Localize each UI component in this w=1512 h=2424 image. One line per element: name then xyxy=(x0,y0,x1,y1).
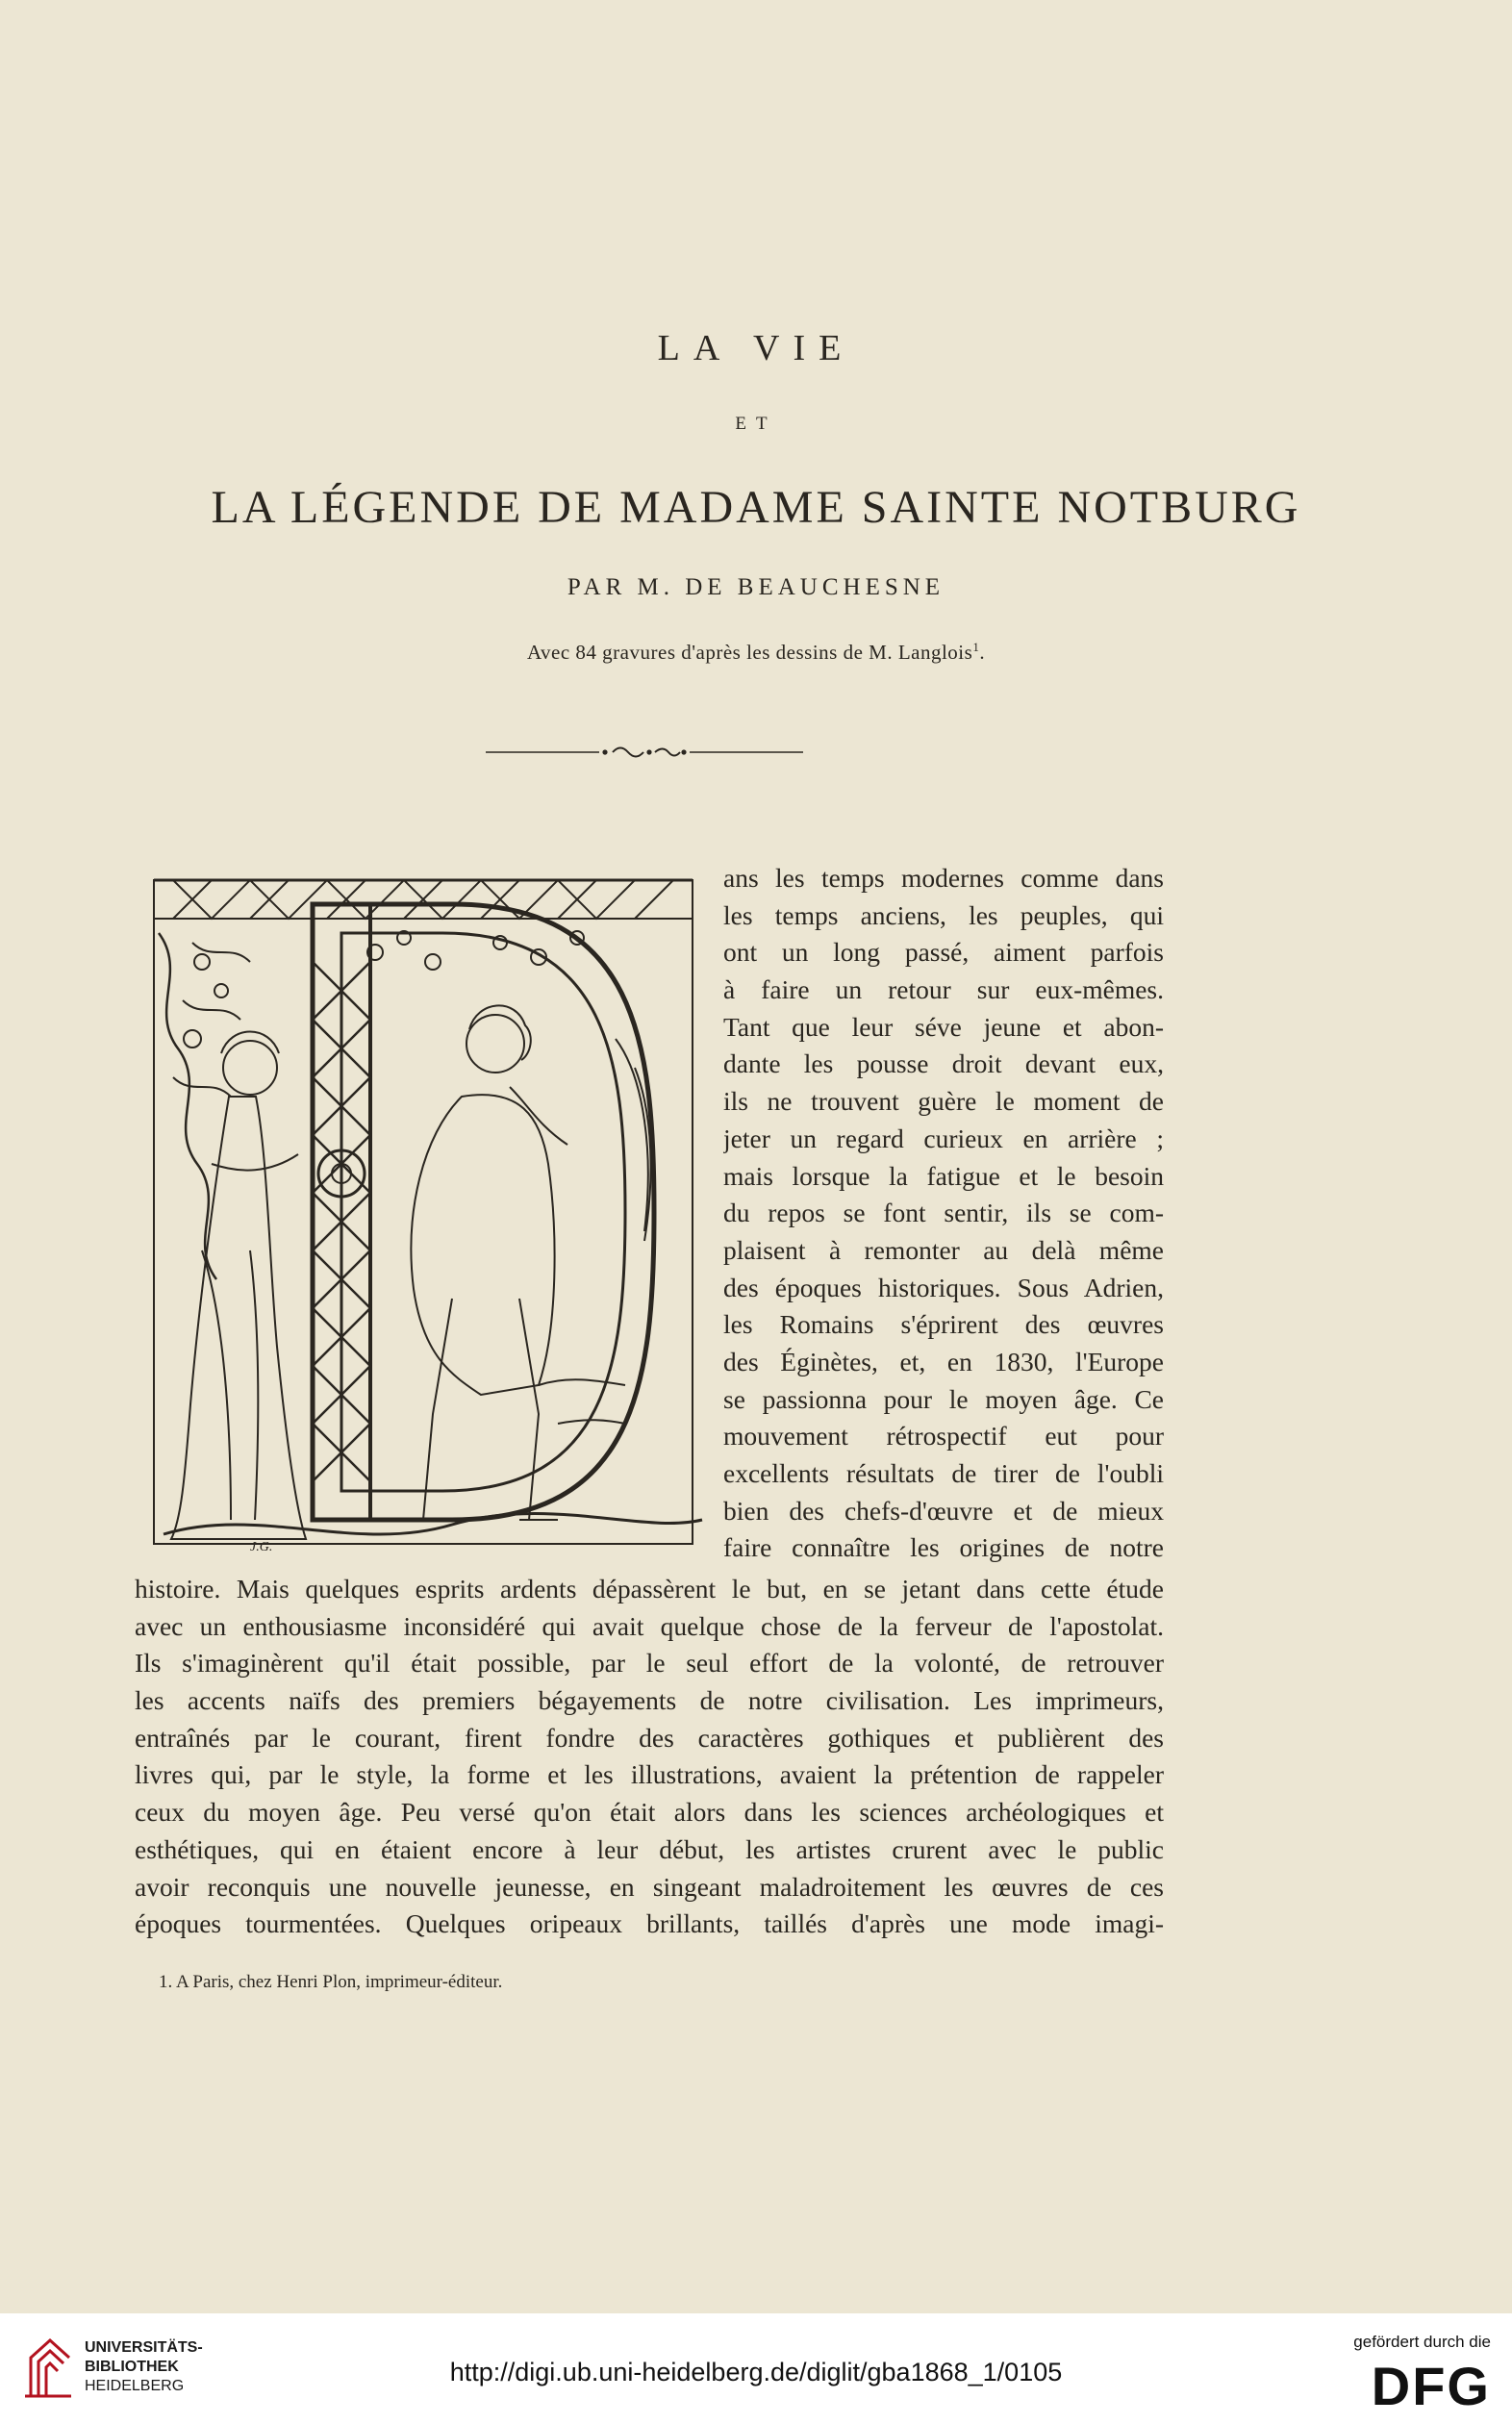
source-url-link[interactable]: http://digi.ub.uni-heidelberg.de/diglit/gba1868_1/0105 xyxy=(449,2358,1063,2386)
footer-bar xyxy=(0,2313,1512,2424)
title-line-1: LA VIE xyxy=(657,328,855,368)
text-line: ils ne trouvent guère le moment de xyxy=(723,1086,1164,1117)
text-line: jeter un regard curieux en arrière ; xyxy=(723,1123,1164,1153)
text-line: faire connaître les origines de notre xyxy=(723,1532,1164,1563)
text-line: ans les temps modernes comme dans xyxy=(723,863,1164,893)
text-line: avec un enthousiasme inconsidéré qui avait quelque chose de la ferveur de l'apostolat. xyxy=(135,1610,1164,1641)
text-line: des époques historiques. Sous Adrien, xyxy=(723,1272,1164,1302)
footnote-ref: 1 xyxy=(972,640,980,654)
subtitle-line: Avec 84 gravures d'après les dessins de M. Langlois$^1$. xyxy=(526,640,986,664)
text-line: Ils s'imaginèrent qu'il était possible, par le seul effort de la volonté, de retrouver xyxy=(135,1648,1164,1679)
text-line: les temps anciens, les peuples, qui xyxy=(723,899,1164,930)
illustrated-initial-d-icon xyxy=(135,846,712,1558)
text-line: des Éginètes, et, en 1830, l'Europe xyxy=(723,1346,1164,1376)
text-line: les accents naïfs des premiers bégayements de notre civilisation. Les imprimeurs, xyxy=(135,1685,1164,1716)
text-line: esthétiques, qui en étaient encore à leur début, les artistes crurent avec le public xyxy=(135,1833,1164,1864)
author-line: PAR M. DE BEAUCHESNE xyxy=(567,574,945,600)
text-line: époques tourmentées. Quelques oripeaux brillants, taillés d'après une mode imagi- xyxy=(135,1908,1164,1939)
text-line: les Romains s'éprirent des œuvres xyxy=(723,1309,1164,1340)
drop-cap-column xyxy=(723,860,1164,1567)
text-line: ont un long passé, aiment parfois xyxy=(723,937,1164,968)
text-line: mouvement rétrospectif eut pour xyxy=(723,1421,1164,1452)
text-line: mais lorsque la fatigue et le besoin xyxy=(723,1160,1164,1191)
library-line-3: HEIDELBERG xyxy=(85,2378,185,2394)
library-line-2: BIBLIOTHEK xyxy=(85,2359,179,2375)
page-title: LA LÉGENDE DE MADAME SAINTE NOTBURG xyxy=(211,482,1301,533)
subtitle-text: Avec 84 gravures d'après les dessins de M. Langlois xyxy=(526,641,973,664)
funded-by-caption: gefördert durch die xyxy=(1353,2333,1491,2351)
library-line-1: UNIVERSITÄTS- xyxy=(85,2339,203,2356)
text-line: à faire un retour sur eux-mêmes. xyxy=(723,974,1164,1005)
text-line: Tant que leur séve jeune et abon- xyxy=(723,1011,1164,1042)
text-line: excellents résultats de tirer de l'oubli xyxy=(723,1458,1164,1488)
text-line: bien des chefs-d'œuvre et de mieux xyxy=(723,1495,1164,1526)
decorative-rule-icon xyxy=(486,741,803,764)
text-line: se passionna pour le moyen âge. Ce xyxy=(723,1383,1164,1414)
text-line: avoir reconquis une nouvelle jeunesse, en singeant maladroitement les œuvres de ces xyxy=(135,1871,1164,1902)
title-line-2: ET xyxy=(735,414,777,434)
svg-text:J.G.: J.G. xyxy=(250,1540,273,1554)
text-line: dante les pousse droit devant eux, xyxy=(723,1048,1164,1079)
dfg-logo: DFG xyxy=(1371,2356,1491,2416)
text-line: entraînés par le courant, firent fondre des caractères gothiques et publièrent des xyxy=(135,1722,1164,1753)
text-line: histoire. Mais quelques esprits ardents dépassèrent le but, en se jetant dans cette étude xyxy=(135,1574,1164,1603)
text-line: livres qui, par le style, la forme et les illustrations, avaient la prétention de rappeler xyxy=(135,1759,1164,1790)
text-line: ceux du moyen âge. Peu versé qu'on était alors dans les sciences archéologiques et xyxy=(135,1797,1164,1828)
text-line: plaisent à remonter au delà même xyxy=(723,1234,1164,1265)
body-paragraph xyxy=(135,1571,1164,1943)
text-line: du repos se font sentir, ils se com- xyxy=(723,1198,1164,1228)
footnote: 1. A Paris, chez Henri Plon, imprimeur-éditeur. xyxy=(159,1972,503,1992)
